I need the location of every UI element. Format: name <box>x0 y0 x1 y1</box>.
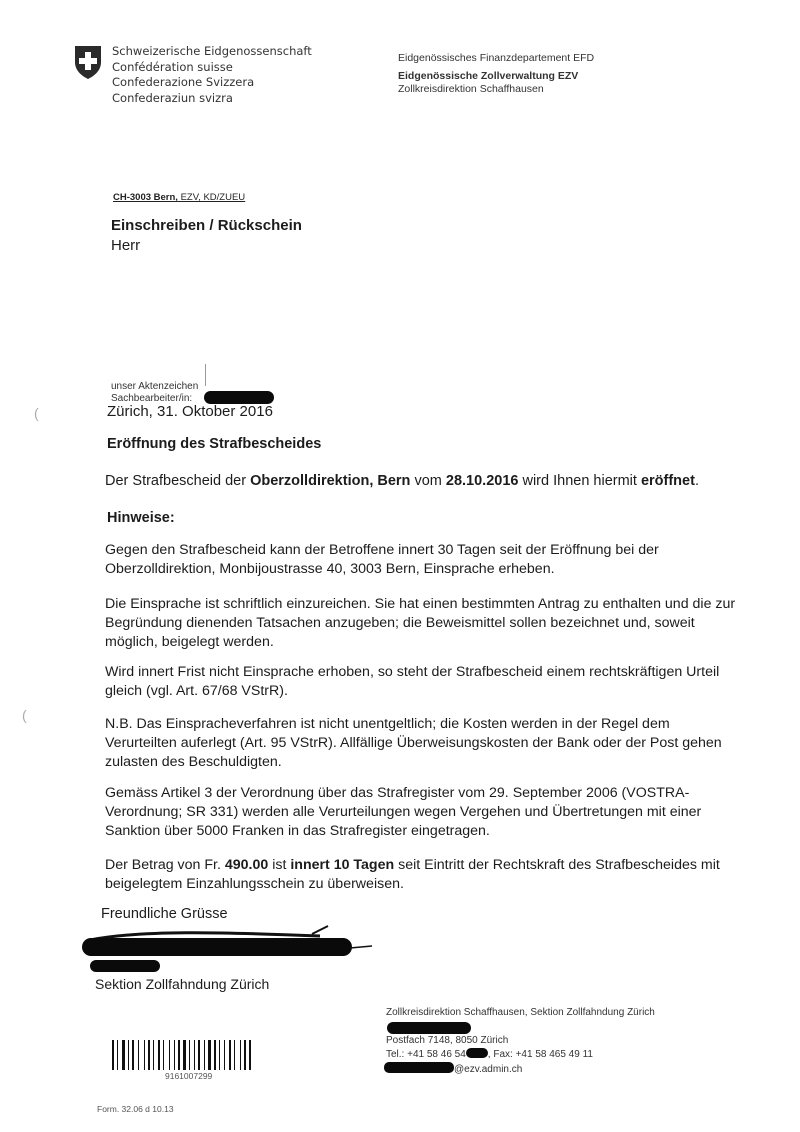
department-block <box>398 50 594 97</box>
letter-date: Zürich, 31. Oktober 2016 <box>107 403 273 420</box>
fold-mark <box>205 364 206 386</box>
department-kreisdirektion: Zollkreisdirektion Schaffhausen <box>398 83 544 95</box>
logo-line-rm: Confederaziun svizra <box>112 90 233 105</box>
intro-paragraph: Der Strafbescheid der Oberzolldirektion, Bern vom 28.10.2016 wird Ihnen hiermit eröffnet. <box>105 473 699 489</box>
reference-label: unser Aktenzeichen <box>111 381 199 392</box>
recipient-salutation: Herr <box>111 237 141 254</box>
sender-line: CH-3003 Bern, EZV, KD/ZUEU <box>113 192 246 203</box>
paragraph-legal-force: Wird innert Frist nicht Einsprache erhoben, so steht der Strafbescheid einem rechtskräftigen Urteil gleich (vgl. Art. 67/68 VStrR). <box>105 664 720 699</box>
paragraph-appeal-form: Die Einsprache ist schriftlich einzureichen. Sie hat einen bestimmten Antrag zu enthalten und die zur Begründung dienenden Tatsachen anzugeben; die Beweismittel sollen bezeichnet und, soweit möglich, beigelegt werden. <box>105 596 736 650</box>
footer-phone-fax: Tel.: +41 58 46 54 , Fax: +41 58 465 49 11 <box>386 1049 593 1060</box>
registered-mail-note: Einschreiben / Rückschein <box>111 217 302 234</box>
hole-punch-mark: ( <box>22 707 27 723</box>
barcode <box>112 1040 270 1075</box>
footer-organisation: Zollkreisdirektion Schaffhausen, Sektion Zollfahndung Zürich <box>386 1007 655 1018</box>
paragraph-payment: Der Betrag von Fr. 490.00 ist innert 10 Tagen seit Eintritt der Rechtskraft des Strafbescheides mit beigelegtem Einzahlungsschein zu überweisen. <box>105 857 720 892</box>
case-officer-label: Sachbearbeiter/in: <box>111 393 193 404</box>
hole-punch-mark: ( <box>34 405 39 421</box>
barcode-number: 9161007299 <box>165 1071 213 1081</box>
department-ezv: Eidgenössische Zollverwaltung EZV <box>398 70 579 82</box>
closing-greeting: Freundliche Grüsse <box>101 906 228 922</box>
signature-redacted <box>80 922 380 982</box>
swiss-coat-of-arms-logo <box>73 44 103 80</box>
section-signature: Sektion Zollfahndung Zürich <box>95 976 270 992</box>
paragraph-appeal-deadline: Gegen den Strafbescheid kann der Betroffene innert 30 Tagen seit der Eröffnung bei der Oberzolldirektion, Monbijoustrasse 40, 3003 Bern, Einsprache erheben. <box>105 542 659 577</box>
logo-line-it: Confederazione Svizzera <box>112 75 255 89</box>
redaction-bar <box>387 1022 471 1034</box>
confederation-names <box>112 44 312 106</box>
notes-heading: Hinweise: <box>107 510 175 526</box>
paragraph-criminal-record: Gemäss Artikel 3 der Verordnung über das Strafregister vom 29. September 2006 (VOSTRA-Verordnung; SR 331) werden alle Verurteilungen wegen Vergehen und Übertretungen mit einer Sanktion über 5000 Franken in das Strafregister eingetragen. <box>105 785 702 839</box>
footer-email: @ezv.admin.ch <box>384 1062 522 1075</box>
footer-postfach: Postfach 7148, 8050 Zürich <box>386 1035 509 1046</box>
department-efd: Eidgenössisches Finanzdepartement EFD <box>398 52 595 64</box>
logo-line-fr: Confédération suisse <box>112 59 233 74</box>
logo-line-de: Schweizerische Eidgenossenschaft <box>112 44 312 58</box>
letter-subject: Eröffnung des Strafbescheides <box>107 436 322 452</box>
form-number: Form. 32.06 d 10.13 <box>97 1104 174 1114</box>
paragraph-costs: N.B. Das Einspracheverfahren ist nicht unentgeltlich; die Kosten werden in der Regel dem Verurteilten auferlegt (Art. 95 VStrR). Allfällige Überweisungskosten der Bank oder der Post gehen zulasten des Beschuldigten. <box>105 716 722 770</box>
